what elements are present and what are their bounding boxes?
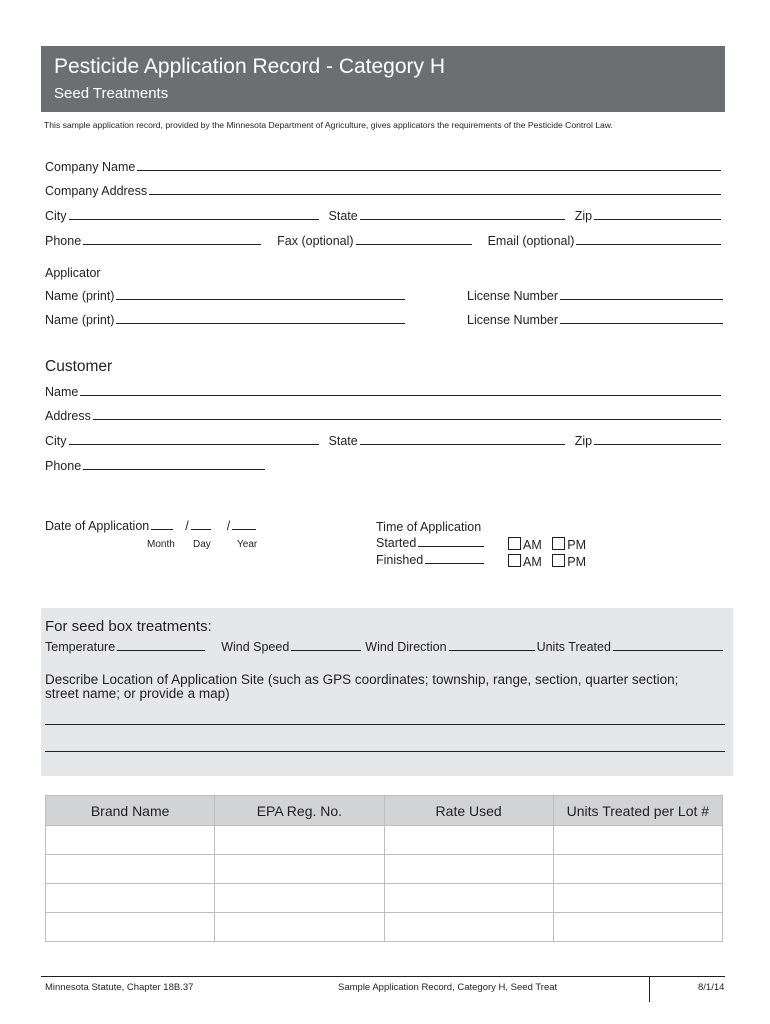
finished-pm-checkbox[interactable] <box>552 554 565 567</box>
company-address-label: Company Address <box>45 184 148 198</box>
company-address-field[interactable] <box>149 194 721 195</box>
location-line-2[interactable] <box>45 751 725 752</box>
company-fax-field[interactable] <box>356 244 472 245</box>
started-ampm <box>508 537 586 552</box>
applicator-license-label: License Number <box>467 289 559 303</box>
time-started-row <box>376 536 486 550</box>
date-label: Date of Application <box>45 519 150 533</box>
table-cell[interactable] <box>553 913 722 942</box>
applicator-license-label: License Number <box>467 313 559 327</box>
applicator-license-row-2 <box>467 313 725 327</box>
customer-name-row <box>45 385 723 399</box>
brand-name-header: Brand Name <box>46 796 215 826</box>
time-started-field[interactable] <box>418 546 484 547</box>
applicator-license-row-1 <box>467 289 725 303</box>
company-state-label: State <box>328 209 358 223</box>
customer-zip-label: Zip <box>574 434 593 448</box>
finished-ampm <box>508 554 586 569</box>
table-cell[interactable] <box>553 855 722 884</box>
date-day-caption: Day <box>193 539 211 550</box>
table-cell[interactable] <box>384 826 553 855</box>
table-cell[interactable] <box>215 913 384 942</box>
units-treated-field[interactable] <box>613 650 723 651</box>
table-row <box>46 884 723 913</box>
time-label: Time of Application <box>376 520 482 534</box>
table-cell[interactable] <box>46 913 215 942</box>
footer-date: 8/1/14 <box>698 982 725 993</box>
applicator-name-row-2 <box>45 313 407 327</box>
table-row <box>46 826 723 855</box>
page-title: Pesticide Application Record - Category H <box>54 55 446 78</box>
date-slash-2: / <box>226 519 231 533</box>
describe-location <box>45 673 678 701</box>
wind-direction-label: Wind Direction <box>365 640 447 654</box>
footer-record: Sample Application Record, Category H, Seed Treat <box>338 982 558 993</box>
table-cell[interactable] <box>46 884 215 913</box>
wind-speed-label: Wind Speed <box>221 640 290 654</box>
table-header-row <box>46 796 723 826</box>
company-phone-field[interactable] <box>83 244 261 245</box>
table-cell[interactable] <box>384 913 553 942</box>
date-month-field[interactable] <box>151 529 173 530</box>
intro-note: This sample application record, provided by the Minnesota Department of Agriculture, gives applicators the requirements of the Pesticide Control Law. <box>44 120 613 130</box>
company-phone-label: Phone <box>45 234 82 248</box>
temperature-field[interactable] <box>117 650 205 651</box>
customer-phone-field[interactable] <box>83 469 265 470</box>
page-subtitle: Seed Treatments <box>54 85 169 102</box>
customer-city-field[interactable] <box>69 444 319 445</box>
finished-pm-label: PM <box>567 555 586 569</box>
date-day-field[interactable] <box>191 529 211 530</box>
seed-box-heading: For seed box treatments: <box>45 618 212 635</box>
customer-name-label: Name <box>45 385 79 399</box>
started-am-checkbox[interactable] <box>508 537 521 550</box>
footer-separator <box>649 976 650 1002</box>
customer-city-label: City <box>45 434 67 448</box>
time-finished-label: Finished <box>376 553 424 567</box>
describe-location-line-2: street name; or provide a map) <box>45 686 230 701</box>
started-pm-label: PM <box>567 538 586 552</box>
product-table <box>45 795 723 942</box>
applicator-license-field[interactable] <box>560 299 723 300</box>
table-cell[interactable] <box>384 884 553 913</box>
applicator-name-field[interactable] <box>116 299 405 300</box>
wind-speed-field[interactable] <box>291 650 361 651</box>
date-year-field[interactable] <box>232 529 256 530</box>
customer-heading: Customer <box>45 358 113 375</box>
wind-direction-field[interactable] <box>449 650 535 651</box>
customer-city-row <box>45 434 723 448</box>
company-zip-label: Zip <box>574 209 593 223</box>
units-per-lot-header: Units Treated per Lot # <box>553 796 722 826</box>
table-row <box>46 855 723 884</box>
time-finished-row <box>376 553 486 567</box>
temperature-label: Temperature <box>45 640 116 654</box>
applicator-license-field[interactable] <box>560 323 723 324</box>
table-cell[interactable] <box>384 855 553 884</box>
table-cell[interactable] <box>553 884 722 913</box>
page-header <box>41 46 725 112</box>
company-state-field[interactable] <box>360 219 565 220</box>
company-address-row <box>45 184 723 198</box>
customer-zip-field[interactable] <box>594 444 721 445</box>
company-zip-field[interactable] <box>594 219 721 220</box>
company-city-row <box>45 209 723 223</box>
applicator-name-label: Name (print) <box>45 313 115 327</box>
applicator-name-label: Name (print) <box>45 289 115 303</box>
company-email-field[interactable] <box>576 244 721 245</box>
company-name-field[interactable] <box>137 170 721 171</box>
company-name-row <box>45 160 723 174</box>
started-pm-checkbox[interactable] <box>552 537 565 550</box>
date-row <box>45 519 273 533</box>
customer-state-field[interactable] <box>360 444 565 445</box>
table-cell[interactable] <box>215 826 384 855</box>
finished-am-checkbox[interactable] <box>508 554 521 567</box>
customer-address-field[interactable] <box>93 419 721 420</box>
applicator-name-row-1 <box>45 289 407 303</box>
table-cell[interactable] <box>215 884 384 913</box>
describe-location-line-1: Describe Location of Application Site (such as GPS coordinates; township, range, section, quarter section; <box>45 672 679 687</box>
footer-rule <box>41 976 725 977</box>
units-treated-label: Units Treated <box>536 640 611 654</box>
conditions-row <box>45 640 725 654</box>
time-started-label: Started <box>376 536 417 550</box>
table-cell[interactable] <box>215 855 384 884</box>
company-email-label: Email (optional) <box>487 234 575 248</box>
customer-phone-label: Phone <box>45 459 82 473</box>
date-month-caption: Month <box>147 539 175 550</box>
table-cell[interactable] <box>46 826 215 855</box>
table-cell[interactable] <box>553 826 722 855</box>
company-phone-row <box>45 234 723 248</box>
date-slash-1: / <box>185 519 189 533</box>
company-city-field[interactable] <box>69 219 319 220</box>
company-city-label: City <box>45 209 67 223</box>
table-cell[interactable] <box>46 855 215 884</box>
customer-address-row <box>45 409 723 423</box>
applicator-name-field[interactable] <box>116 323 405 324</box>
applicator-heading: Applicator <box>45 266 101 280</box>
epa-reg-header: EPA Reg. No. <box>215 796 384 826</box>
customer-address-label: Address <box>45 409 91 423</box>
started-am-label: AM <box>523 538 542 552</box>
finished-am-label: AM <box>523 555 542 569</box>
customer-name-field[interactable] <box>80 395 721 396</box>
date-year-caption: Year <box>237 539 258 550</box>
customer-state-label: State <box>328 434 358 448</box>
company-name-label: Company Name <box>45 160 136 174</box>
time-finished-field[interactable] <box>425 563 484 564</box>
rate-used-header: Rate Used <box>384 796 553 826</box>
location-line-1[interactable] <box>45 724 725 725</box>
table-row <box>46 913 723 942</box>
company-fax-label: Fax (optional) <box>277 234 354 248</box>
customer-phone-row <box>45 459 267 473</box>
footer-statute: Minnesota Statute, Chapter 18B.37 <box>45 982 194 993</box>
